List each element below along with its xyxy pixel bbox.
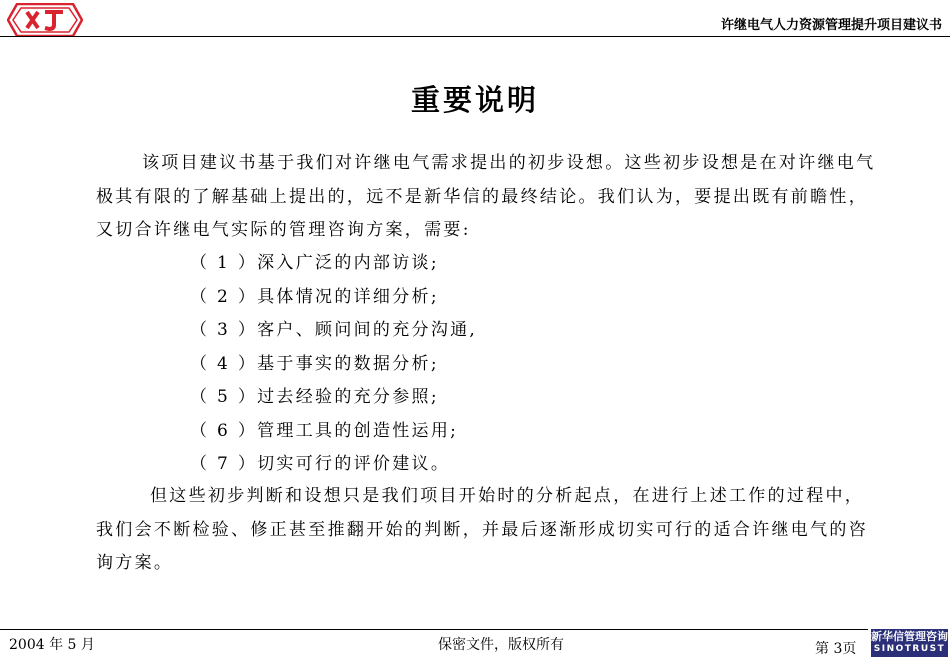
conclusion-line: 但这些初步判断和设想只是我们项目开始时的分析起点，在进行上述工作的过程中， <box>150 486 865 506</box>
intro-line: 又切合许继电气实际的管理咨询方案，需要: <box>96 220 471 240</box>
requirements-list <box>190 247 477 482</box>
footer-confidential: 保密文件，版权所有 <box>438 637 564 653</box>
intro-line: 极其有限的了解基础上提出的，远不是新华信的最终结论。我们认为，要提出既有前瞻性， <box>96 186 868 207</box>
conclusion-paragraph <box>96 480 896 581</box>
company-logo <box>7 3 83 37</box>
document-title: 许继电气人力资源管理提升项目建议书 <box>720 18 942 33</box>
badge-chinese-name: 新华信管理咨询 <box>871 630 948 643</box>
list-item: （ 5 ）过去经验的充分参照; <box>190 387 439 407</box>
conclusion-line: 我们会不断检验、修正甚至推翻开始的判断，并最后逐渐形成切实可行的适合许继电气的咨 <box>96 519 868 540</box>
list-item: （ 2 ）具体情况的详细分析; <box>190 286 439 307</box>
footer-divider <box>0 629 868 630</box>
list-item: （ 3 ）客户、顾问间的充分沟通, <box>190 320 478 340</box>
footer-date: 2004 年 5 月 <box>9 637 95 653</box>
list-item: （ 4 ）基于事实的数据分析; <box>190 353 439 374</box>
intro-line: 该项目建议书基于我们对许继电气需求提出的初步设想。这些初步设想是在对许继电气 <box>142 153 876 173</box>
header-divider <box>0 36 950 37</box>
page-title: 重要说明 <box>410 83 539 117</box>
list-item: （ 1 ）深入广泛的内部访谈; <box>190 253 439 273</box>
intro-paragraph <box>96 147 896 248</box>
page-number: 第 3页 <box>815 641 857 657</box>
list-item: （ 6 ）管理工具的创造性运用; <box>190 420 459 441</box>
list-item: （ 7 ）切实可行的评价建议。 <box>190 454 451 474</box>
conclusion-line: 询方案。 <box>96 553 174 573</box>
badge-english-name: SINOTRUST <box>873 644 946 654</box>
sinotrust-badge <box>871 629 948 657</box>
